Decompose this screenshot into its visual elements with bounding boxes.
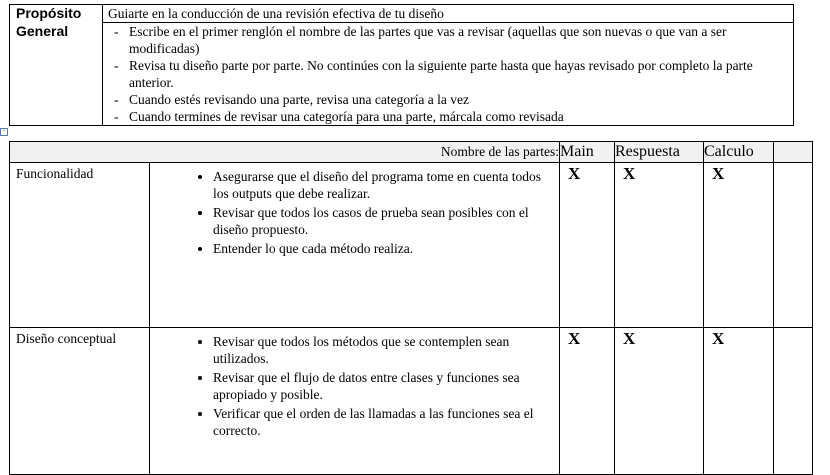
check-mark-cell[interactable]: X — [560, 328, 615, 475]
parts-header-row — [10, 142, 813, 163]
instructions-list — [108, 23, 788, 125]
part-column-empty[interactable] — [774, 142, 813, 163]
check-item: • Revisar que todos los casos de prueba sean posibles con el diseño propuesto. — [213, 204, 550, 238]
purpose-row-2 — [10, 23, 794, 126]
part-column-main[interactable]: Main — [560, 142, 615, 163]
purpose-description: Guiarte en la conducción de una revisión efectiva de tu diseño — [103, 5, 794, 23]
instruction-item: - Revisa tu diseño parte por parte. No continúes con la siguiente parte hasta que hayas revisado por completo la parte anterior. — [108, 57, 788, 91]
category-items-cell — [150, 163, 560, 328]
check-mark-cell[interactable]: X — [704, 328, 774, 475]
check-mark-cell[interactable]: X — [560, 163, 615, 328]
part-column-respuesta[interactable]: Respuesta — [615, 142, 704, 163]
part-column-calculo[interactable]: Calculo — [704, 142, 774, 163]
check-mark-cell[interactable]: X — [615, 328, 704, 475]
check-item: • Verificar que el orden de las llamadas a las funciones sea el correcto. — [213, 405, 550, 439]
check-mark-cell[interactable]: X — [704, 163, 774, 328]
check-item-list — [151, 164, 558, 257]
checklist-table — [9, 141, 813, 475]
instructions-cell — [103, 23, 794, 126]
purpose-row-1 — [10, 5, 794, 23]
check-mark-cell[interactable] — [774, 163, 813, 328]
check-item: • Revisar que todos los métodos que se contemplen sean utilizados. — [213, 333, 550, 367]
check-mark-cell[interactable]: X — [615, 163, 704, 328]
category-items-cell — [150, 328, 560, 475]
table-anchor-icon[interactable]: + — [0, 128, 8, 136]
check-item: • Asegurarse que el diseño del programa tome en cuenta todos los outputs que debe realizar. — [213, 168, 550, 202]
category-label: Diseño conceptual — [10, 328, 150, 475]
check-item-list — [151, 329, 558, 439]
general-label: General — [10, 23, 103, 126]
checklist-row — [10, 163, 813, 328]
check-mark-cell[interactable] — [774, 328, 813, 475]
check-item: • Entender lo que cada método realiza. — [213, 240, 550, 257]
purpose-table — [9, 4, 794, 126]
instruction-item: - Cuando termines de revisar una categoría para una parte, márcala como revisada — [108, 108, 788, 125]
instruction-item: - Escribe en el primer renglón el nombre de las partes que vas a revisar (aquellas que son nuevas o que van a ser modificadas) — [108, 23, 788, 57]
parts-label: Nombre de las partes: — [10, 142, 560, 163]
check-item: • Revisar que el flujo de datos entre clases y funciones sea apropiado y posible. — [213, 369, 550, 403]
purpose-label: Propósito — [10, 5, 103, 23]
checklist-row — [10, 328, 813, 475]
category-label: Funcionalidad — [10, 163, 150, 328]
instruction-item: - Cuando estés revisando una parte, revisa una categoría a la vez — [108, 91, 788, 108]
